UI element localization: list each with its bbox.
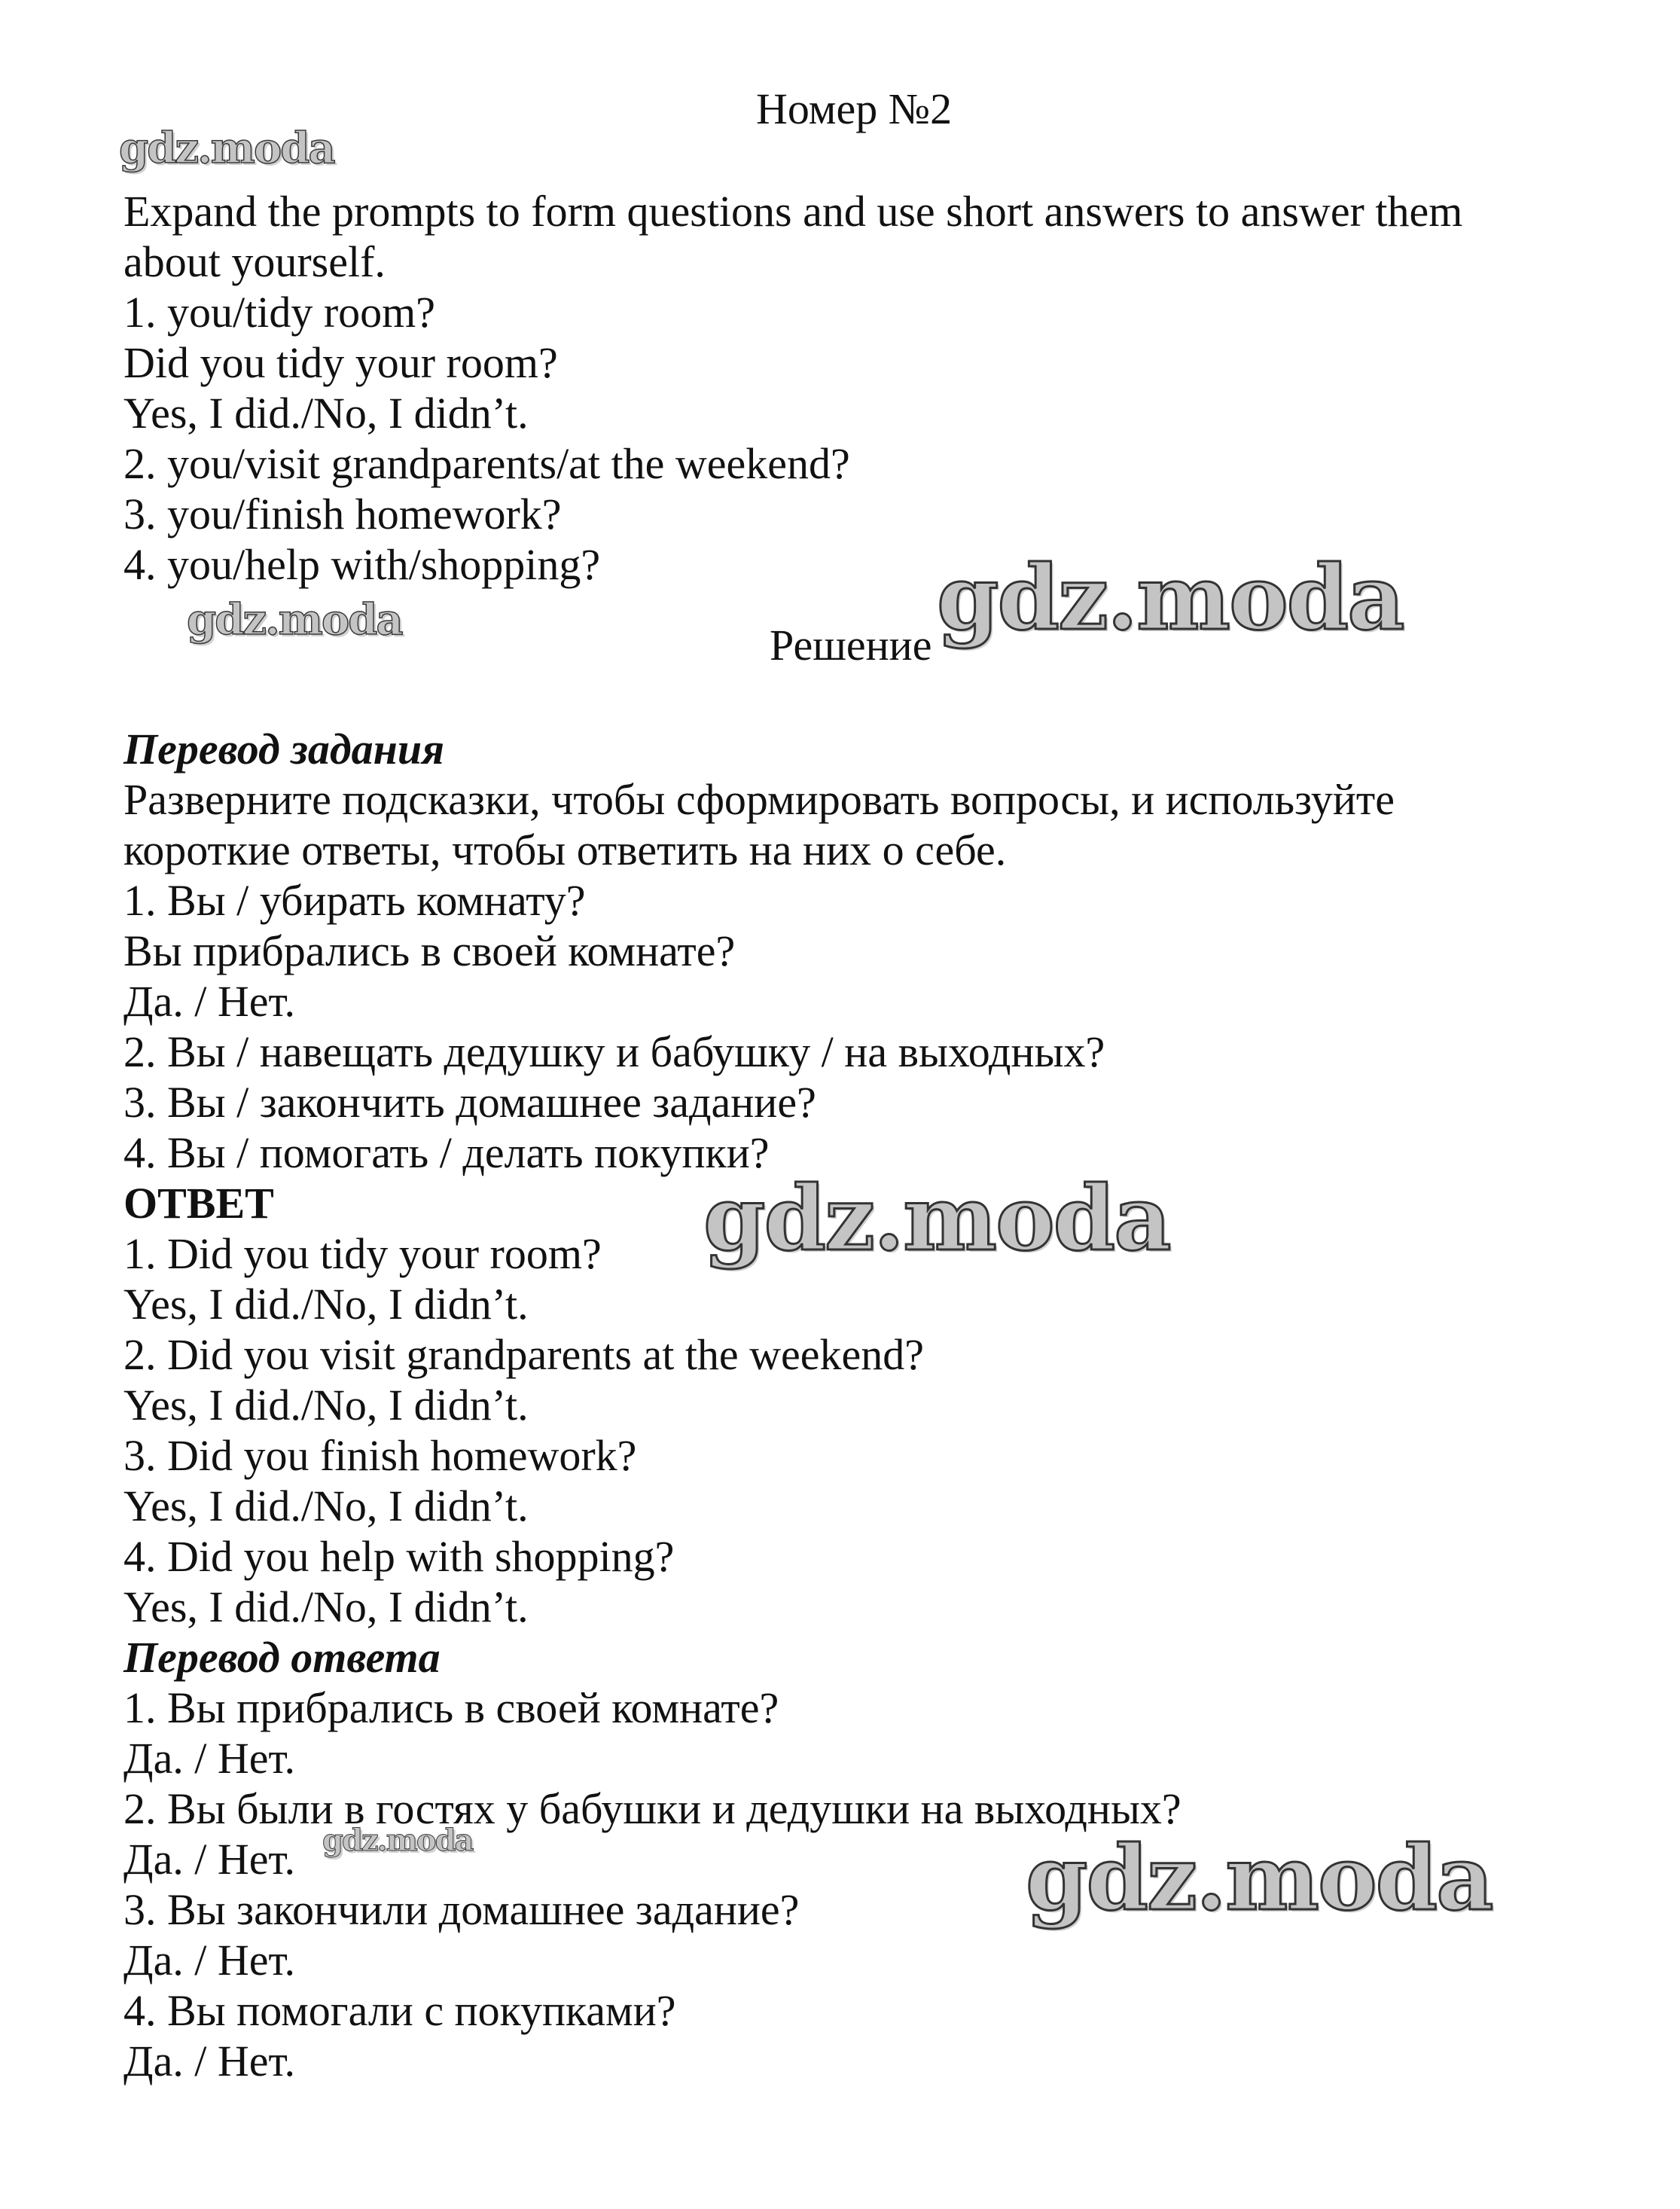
answer-line: 2. Did you visit grandparents at the weekend?: [123, 1330, 925, 1379]
answer-line: 3. Did you finish homework?: [123, 1431, 637, 1480]
translation-task-line: короткие ответы, чтобы ответить на них о себе.: [123, 825, 1007, 874]
translation-answer-line: 4. Вы помогали с покупками?: [123, 1986, 676, 2035]
translation-task-line: Да. / Нет.: [123, 977, 296, 1026]
watermark-logo: gdz.moda: [187, 595, 402, 645]
task-line: 1. you/tidy room?: [123, 288, 436, 337]
translation-task-line: 2. Вы / навещать дедушку и бабушку / на выходных?: [123, 1027, 1105, 1076]
translation-answer-line: Да. / Нет.: [123, 1734, 296, 1783]
task-line: Yes, I did./No, I didn’t.: [123, 389, 529, 438]
translation-task-line: Разверните подсказки, чтобы сформировать вопросы, и используйте: [123, 775, 1395, 824]
watermark-logo: gdz.moda: [322, 1823, 473, 1858]
translation-answer-line: Да. / Нет.: [123, 2037, 296, 2085]
translation-answer-line: Да. / Нет.: [123, 1835, 296, 1884]
translation-answer-line: 3. Вы закончили домашнее задание?: [123, 1885, 800, 1934]
translation-task-heading: Перевод задания: [123, 725, 444, 773]
translation-answer-line: Да. / Нет.: [123, 1936, 296, 1985]
watermark-logo: gdz.moda: [937, 545, 1404, 650]
watermark-logo: gdz.moda: [1026, 1826, 1492, 1930]
translation-task-line: 3. Вы / закончить домашнее задание?: [123, 1078, 816, 1127]
answer-heading: ОТВЕТ: [123, 1179, 274, 1228]
task-line: 3. you/finish homework?: [123, 490, 562, 539]
answer-line: Yes, I did./No, I didn’t.: [123, 1280, 529, 1329]
answer-line: 1. Did you tidy your room?: [123, 1229, 602, 1278]
task-line: 4. you/help with/shopping?: [123, 540, 601, 589]
page-title: Номер №2: [756, 84, 953, 133]
answer-line: 4. Did you help with shopping?: [123, 1532, 675, 1581]
answer-line: Yes, I did./No, I didn’t.: [123, 1582, 529, 1631]
task-line: Did you tidy your room?: [123, 338, 558, 387]
translation-answer-heading: Перевод ответа: [123, 1633, 441, 1682]
task-line: 2. you/visit grandparents/at the weekend?: [123, 439, 850, 488]
task-line: about yourself.: [123, 237, 386, 286]
answer-line: Yes, I did./No, I didn’t.: [123, 1481, 529, 1530]
solution-label: Решение: [770, 621, 932, 670]
answer-line: Yes, I did./No, I didn’t.: [123, 1381, 529, 1429]
translation-answer-line: 1. Вы прибрались в своей комнате?: [123, 1683, 779, 1732]
watermark-logo: gdz.moda: [119, 124, 334, 173]
translation-task-line: 4. Вы / помогать / делать покупки?: [123, 1128, 770, 1177]
watermark-logo: gdz.moda: [703, 1166, 1170, 1271]
translation-answer-line: 2. Вы были в гостях у бабушки и дедушки на выходных?: [123, 1784, 1181, 1833]
translation-task-line: 1. Вы / убирать комнату?: [123, 876, 586, 925]
task-line: Expand the prompts to form questions and use short answers to answer them: [123, 187, 1463, 236]
translation-task-line: Вы прибрались в своей комнате?: [123, 926, 736, 975]
